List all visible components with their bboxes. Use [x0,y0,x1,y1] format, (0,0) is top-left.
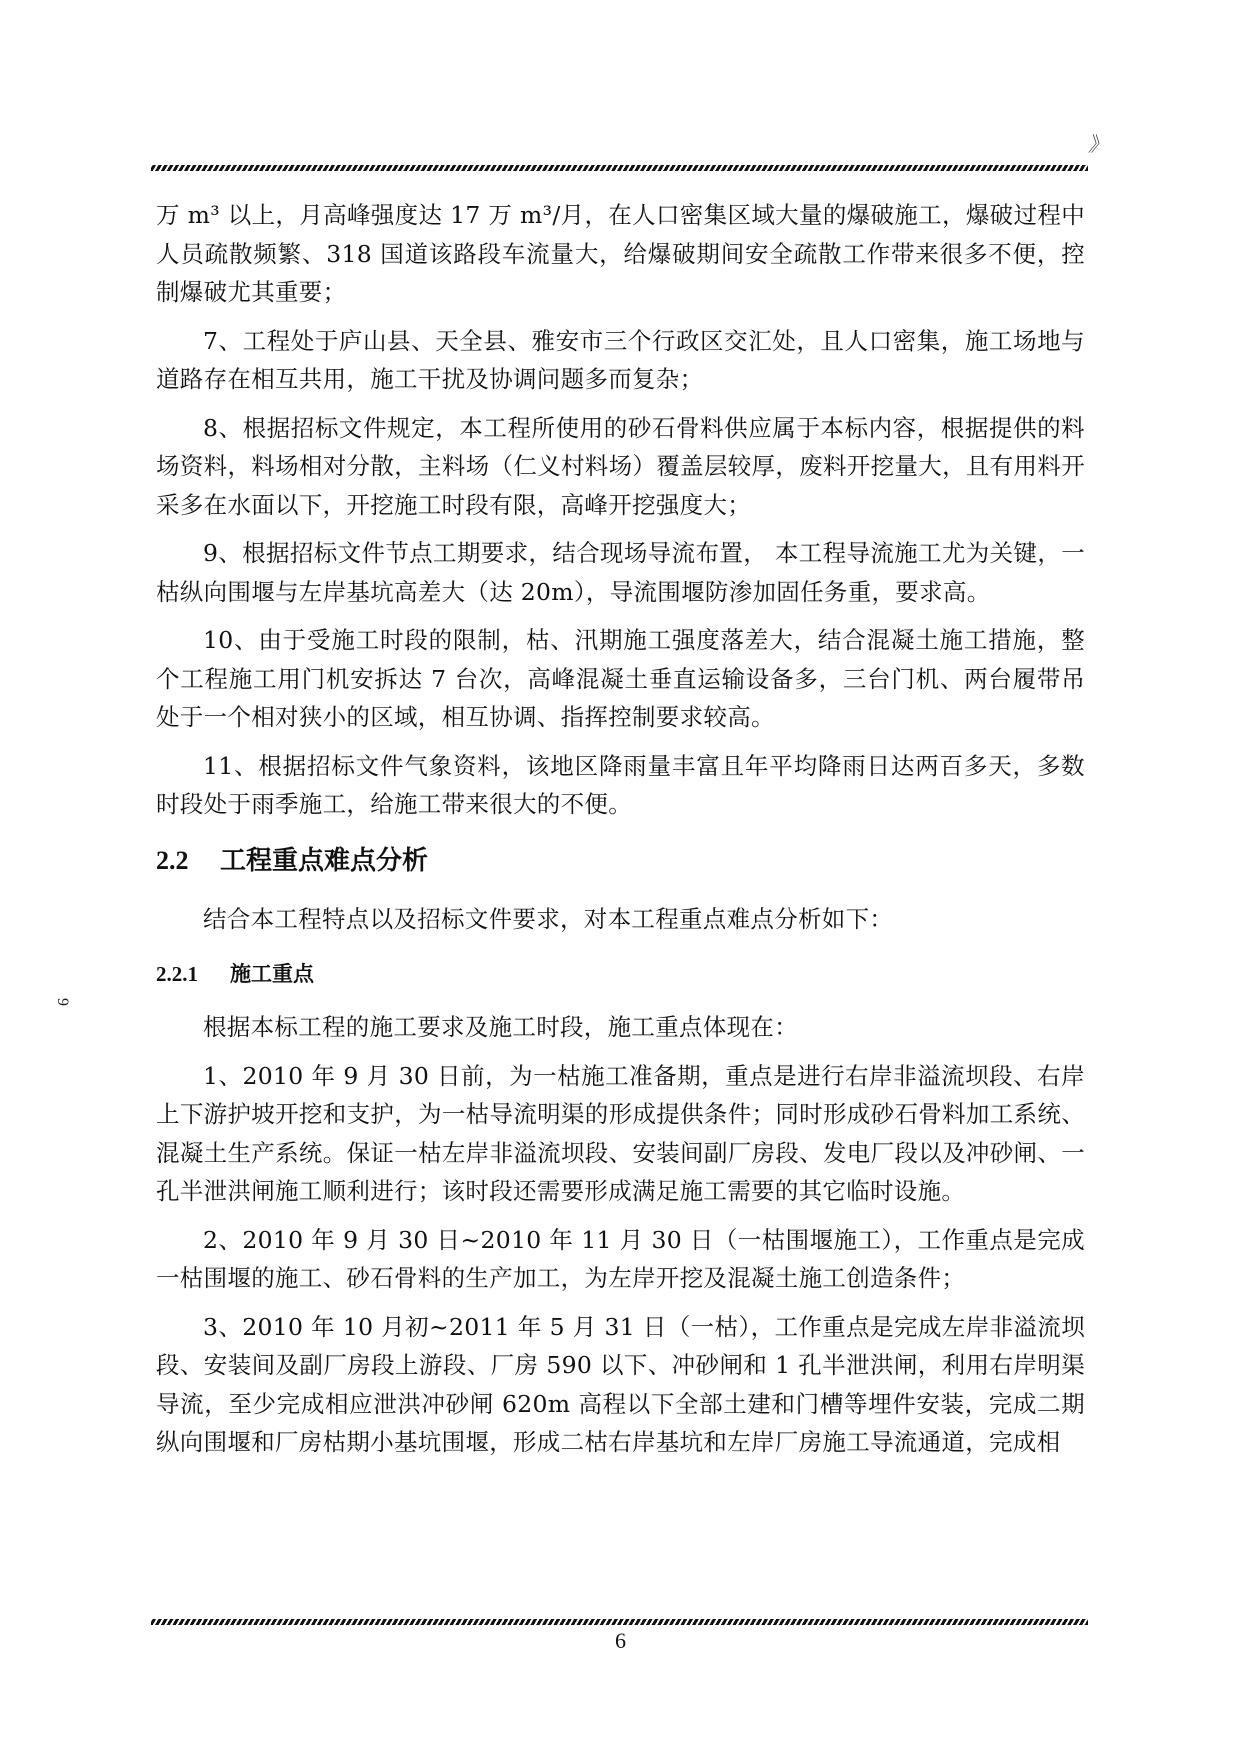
key-point-1: 1、2010 年 9 月 30 日前，为一枯施工准备期，重点是进行右岸非溢流坝段、右岸上下游护坡开挖和支护，为一枯导流明渠的形成提供条件；同时形成砂石骨料加工系统、混凝土生产系统。保证一枯左岸非溢流坝段、安装间副厂房段、发电厂段以及冲砂闸、一孔半泄洪闸施工顺利进行；该时段还需要形成满足施工需要的其它临时设施。 [156,1061,1085,1205]
paragraph-item-11: 11、根据招标文件气象资料，该地区降雨量丰富且年平均降雨日达两百多天，多数时段处于雨季施工，给施工带来很大的不便。 [156,751,1085,818]
paragraph-item-7: 7、工程处于庐山县、天全县、雅安市三个行政区交汇处，且人口密集，施工场地与道路存在相互共用，施工干扰及协调问题多而复杂； [156,326,1085,393]
paragraph-continued: 万 m³ 以上，月高峰强度达 17 万 m³/月，在人口密集区域大量的爆破施工，爆破过程中人员疏散频繁、318 国道该路段车流量大，给爆破期间安全疏散工作带来很多不便，控制爆破尤其重要； [156,201,1085,306]
section-heading-2-2 [156,842,1085,880]
paragraph-item-9: 9、根据招标文件节点工期要求，结合现场导流布置， 本工程导流施工尤为关键，一枯纵向围堰与左岸基坑高差大（达 20m），导流围堰防渗加固任务重，要求高。 [156,539,1085,606]
header-rule [151,165,1088,171]
paragraph-item-8: 8、根据招标文件规定，本工程所使用的砂石骨料供应属于本标内容，根据提供的料场资料，料场相对分散，主料场（仁义村料场）覆盖层较厚，废料开挖量大，且有用料开采多在水面以下，开挖施工时段有限，高峰开挖强度大； [156,413,1085,519]
section-title: 工程重点难点分析 [220,845,429,876]
side-page-number: 9 [54,998,71,1006]
subsection-heading-2-2-1 [156,956,1085,992]
subsection-title: 施工重点 [230,962,314,986]
key-point-2: 2、2010 年 9 月 30 日~2010 年 11 月 30 日（一枯围堰施工），工作重点是完成一枯围堰的施工、砂石骨料的生产加工，为左岸开挖及混凝土施工创造条件； [156,1225,1085,1292]
key-point-3: 3、2010 年 10 月初~2011 年 5 月 31 日（一枯），工作重点是完成左岸非溢流坝段、安装间及副厂房段上游段、厂房 590 以下、冲砂闸和 1 孔半泄洪闸，利用右岸明渠导流，至少完成相应泄洪冲砂闸 620m 高程以下全部土建和门槽等埋件安装，完成二期纵向围堰和厂房枯期小基坑围堰，形成二枯右岸基坑和左岸厂房施工导流通道，完成相 [156,1312,1085,1456]
section-intro: 结合本工程特点以及招标文件要求，对本工程重点难点分析如下： [203,904,894,933]
paragraph-item-10: 10、由于受施工时段的限制，枯、汛期施工强度落差大，结合混凝土施工措施，整个工程施工用门机安拆达 7 台次，高峰混凝土垂直运输设备多，三台门机、两台履带吊处于一个相对狭小的区域，相互协调、指挥控制要求较高。 [156,626,1085,731]
footer-rule [151,1619,1088,1625]
subsection-intro: 根据本标工程的施工要求及施工时段，施工重点体现在： [203,1013,798,1041]
page-body [156,196,1085,1462]
section-number: 2.2 [156,845,189,875]
subsection-number: 2.2.1 [156,962,198,986]
header-ornament: 》 [1088,132,1108,156]
page-number: 6 [615,1628,626,1653]
